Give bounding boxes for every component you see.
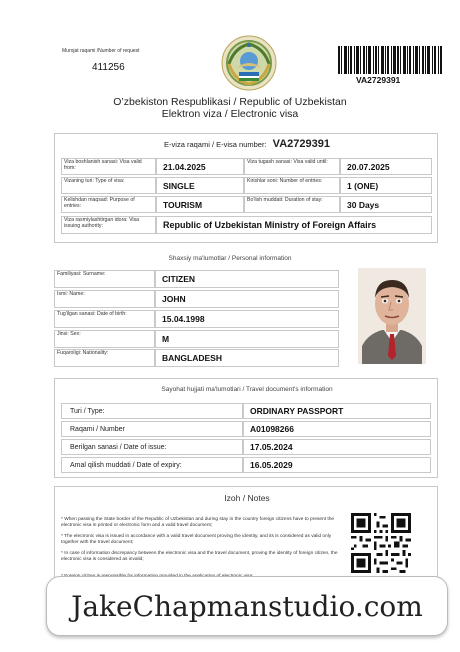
valid-from-value: 21.04.2025	[156, 158, 244, 175]
personal-info-heading: Shaxsiy ma'lumotlar / Personal information	[168, 255, 292, 262]
request-number-label: Murojat raqami /Number of request	[62, 48, 140, 54]
date-of-issue-value: 17.05.2024	[243, 439, 431, 455]
barcode-icon	[338, 46, 442, 74]
document-type-label: Turi / Type:	[61, 403, 243, 419]
surname-value: CITIZEN	[155, 270, 339, 288]
document-title-country: O’zbekiston Respublikasi / Republic of Uzbekistan	[113, 96, 347, 108]
date-of-expiry-label: Amal qilish muddati / Date of expiry:	[61, 457, 243, 473]
valid-until-label: Viza tugash sanasi: Visa valid until:	[244, 158, 340, 175]
visa-number-row	[55, 138, 439, 150]
date-of-expiry-value: 16.05.2029	[243, 457, 431, 473]
visa-type-value: SINGLE	[156, 177, 244, 194]
date-of-birth-value: 15.04.1998	[155, 310, 339, 328]
qr-code-icon	[351, 513, 411, 573]
surname-label: Familiyasi: Surname:	[54, 270, 155, 288]
watermark-banner: JakeChapmanstudio.com	[46, 576, 448, 636]
document-title-visa: Elektron viza / Electronic visa	[161, 108, 299, 120]
name-label: Ismi: Name:	[54, 290, 155, 308]
duration-value: 30 Days	[340, 196, 432, 213]
entries-label: Kirishlar soni: Number of entries:	[244, 177, 340, 194]
notes-section	[54, 486, 438, 590]
request-number: 411256	[92, 62, 125, 73]
visa-info-section	[54, 133, 438, 243]
date-of-issue-label: Berilgan sanasi / Date of issue:	[61, 439, 243, 455]
nationality-value: BANGLADESH	[155, 349, 339, 367]
state-emblem-icon	[220, 34, 278, 92]
barcode-number: VA2729391	[356, 75, 401, 85]
issuing-authority-label: Viza rasmiylashtirgan idora: Visa issuing authority:	[61, 216, 156, 234]
entries-value: 1 (ONE)	[340, 177, 432, 194]
duration-label: Bo'lish muddati: Duration of stay:	[244, 196, 340, 213]
holder-photo	[358, 268, 426, 364]
travel-document-section	[54, 378, 438, 478]
name-value: JOHN	[155, 290, 339, 308]
document-number-label: Raqami / Number	[61, 421, 243, 437]
travel-info-heading: Sayohat hujjati ma'lumotlari / Travel document's information	[161, 386, 333, 393]
note-item: * When passing the State border of the Republic of Uzbekistan and during stay in the country foreign citizens have to present the electronic visa in printed or electronic form and a valid travel document;	[61, 517, 335, 528]
note-item: * In case of information discrepancy between the electronic visa and the travel document, proving the identity of foreign citizen, the electronic visa is considered as invalid;	[61, 551, 338, 562]
sex-value: M	[155, 330, 339, 348]
document-type-value: ORDINARY PASSPORT	[243, 403, 431, 419]
valid-until-value: 20.07.2025	[340, 158, 432, 175]
visa-number-label: E-viza raqami / E-visa number:	[164, 140, 267, 149]
purpose-value: TOURISM	[156, 196, 244, 213]
visa-type-label: Vizaning turi: Type of visa:	[61, 177, 156, 194]
note-item: * The electronic visa is issued in accordance with a valid travel document proving the identity, and its is considered as valid only together with the travel document;	[61, 534, 332, 545]
date-of-birth-label: Tug'ilgan sanasi: Date of birth:	[54, 310, 155, 328]
document-number-value: A01098266	[243, 421, 431, 437]
issuing-authority-value: Republic of Uzbekistan Ministry of Foreign Affairs	[156, 216, 432, 234]
valid-from-label: Viza boshlanish sanasi: Visa valid from:	[61, 158, 156, 175]
nationality-label: Fuqaroligi: Nationality:	[54, 349, 155, 367]
visa-number-value: VA2729391	[272, 138, 330, 150]
notes-title: Izoh / Notes	[224, 493, 270, 503]
sex-label: Jinsi: Sex:	[54, 330, 155, 348]
purpose-label: Kelishdan maqsad: Purpose of entries:	[61, 196, 156, 213]
